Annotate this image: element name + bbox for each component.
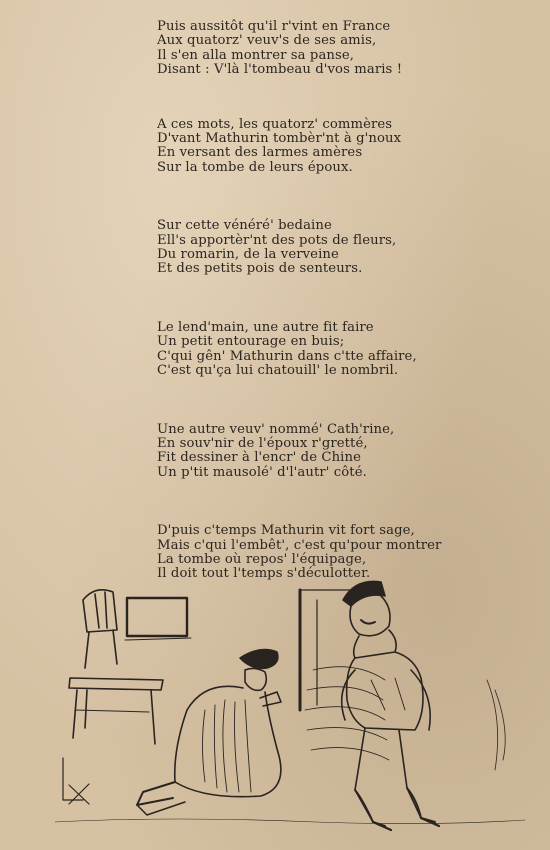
- poem-line: C'qui gên' Mathurin dans c'tte affaire,: [157, 348, 417, 364]
- poem-line: Et des petits pois de senteurs.: [157, 261, 363, 277]
- poem-line: C'est qu'ça lui chatouill' le nombril.: [157, 363, 399, 379]
- poem-line: Disant : V'là l'tombeau d'vos maris !: [157, 62, 403, 78]
- poem-line: Il s'en alla montrer sa panse,: [157, 47, 355, 63]
- poem-line: Un p'tit mausolé' d'l'autr' côté.: [157, 464, 367, 480]
- poem-line: En souv'nir de l'époux r'gretté,: [157, 435, 368, 451]
- stanza-4: [157, 321, 517, 379]
- poem-line: En versant des larmes amères: [157, 145, 363, 161]
- poem-line: Une autre veuv' nommé' Cath'rine,: [157, 421, 395, 437]
- poem-line: Mais c'qui l'embêt', c'est qu'pour montrer: [157, 537, 442, 553]
- poem-line: Un petit entourage en buis;: [157, 334, 345, 350]
- poem-line: Puis aussitôt qu'il r'vint en France: [157, 19, 391, 34]
- poem-line: Aux quatorz' veuv's de ses amis,: [157, 33, 377, 49]
- poem-line: Sur cette vénéré' bedaine: [157, 218, 332, 234]
- stanza-2: [157, 118, 517, 176]
- poem-line: Du romarin, de la verveine: [157, 247, 339, 263]
- poem-line: Sur la tombe de leurs époux.: [157, 159, 353, 175]
- poem-line: Fit dessiner à l'encr' de Chine: [157, 450, 361, 466]
- poem-line: A ces mots, les quatorz' commères: [157, 116, 393, 132]
- engraving-illustration-icon: [55, 560, 530, 845]
- poem-line: D'vant Mathurin tombèr'nt à g'noux: [157, 131, 402, 147]
- poem-line: Le lend'main, une autre fit faire: [157, 319, 374, 335]
- poem-line: Ell's apportèr'nt des pots de fleurs,: [157, 232, 397, 248]
- engraving-illustration: [55, 560, 530, 845]
- stanza-5: [157, 423, 517, 481]
- poem-line: La tombe où repos' l'équipage,: [157, 551, 367, 567]
- poem-line: D'puis c'temps Mathurin vit fort sage,: [157, 523, 415, 539]
- stanza-1: [157, 20, 517, 78]
- stanza-3: [157, 219, 517, 277]
- poem: [157, 20, 517, 626]
- poem-line: Il doit tout l'temps s'déculotter.: [157, 566, 371, 582]
